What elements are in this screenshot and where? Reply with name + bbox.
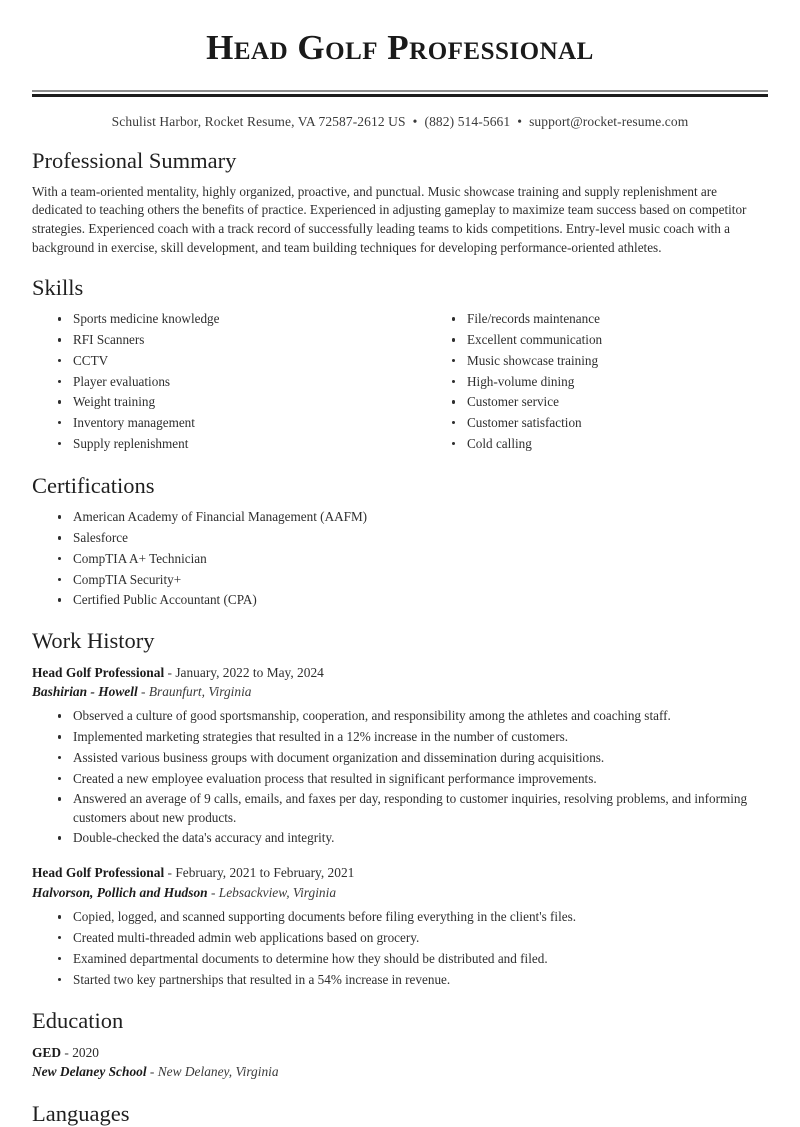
skill-item: RFI Scanners — [58, 331, 400, 349]
job-title-dash: - — [164, 865, 176, 881]
page-title: Head Golf Professional — [206, 28, 594, 67]
job-bullet-list — [32, 908, 768, 988]
work-history-entry — [32, 863, 768, 988]
job-company-line — [32, 682, 768, 701]
certification-item: Salesforce — [58, 529, 768, 547]
job-bullet-item: Examined departmental documents to determine how they should be distributed and filed. — [58, 950, 768, 968]
job-title: Head Golf Professional — [32, 865, 165, 881]
skill-item: High-volume dining — [452, 373, 768, 391]
skill-item: Player evaluations — [58, 373, 400, 391]
job-company-dash: - — [137, 684, 149, 699]
job-bullet-item: Created multi-threaded admin web applications based on grocery. — [58, 929, 768, 947]
job-title-line — [32, 863, 768, 882]
divider-line-bottom — [32, 94, 768, 97]
skill-item: Excellent communication — [452, 331, 768, 349]
skill-item: Inventory management — [58, 414, 400, 432]
certification-item: CompTIA A+ Technician — [58, 550, 768, 568]
certification-item: American Academy of Financial Management (AAFM) — [58, 508, 768, 526]
job-title: Head Golf Professional — [32, 664, 165, 680]
job-title-dash: - — [164, 664, 176, 680]
section-heading-education: Education — [32, 1007, 124, 1033]
job-bullet-item: Double-checked the data's accuracy and integrity. — [58, 829, 768, 847]
job-bullet-item: Copied, logged, and scanned supporting documents before filing everything in the client's files. — [58, 908, 768, 926]
contact-address: Schulist Harbor, Rocket Resume, VA 72587-2612 US — [111, 113, 406, 129]
contact-separator-2: • — [517, 113, 523, 129]
education-entries — [32, 1043, 768, 1082]
section-certifications — [32, 472, 768, 609]
education-degree: GED — [32, 1044, 62, 1060]
education-degree-dash: - — [61, 1044, 73, 1060]
contact-line — [32, 114, 768, 130]
work-history-entry — [32, 663, 768, 848]
job-bullet-item: Answered an average of 9 calls, emails, and faxes per day, responding to customer inquiries, resolving problems, and informing customers about new products. — [58, 790, 768, 826]
job-bullet-item: Assisted various business groups with document organization and dissemination during acquisitions. — [58, 749, 768, 767]
section-skills — [32, 274, 768, 455]
job-location: Lebsackview, Virginia — [218, 884, 337, 900]
contact-email[interactable]: support@rocket-resume.com — [529, 113, 689, 129]
job-company: Bashirian - Howell — [32, 684, 138, 699]
skill-item: Music showcase training — [452, 352, 768, 370]
job-company: Halvorson, Pollich and Hudson — [32, 884, 208, 900]
job-bullet-item: Implemented marketing strategies that resulted in a 12% increase in the number of customers. — [58, 728, 768, 746]
education-school-dash: - — [146, 1064, 158, 1080]
job-title-line — [32, 663, 768, 682]
section-heading-certifications: Certifications — [32, 473, 155, 499]
skill-item: Sports medicine knowledge — [58, 310, 400, 328]
contact-separator-1: • — [412, 113, 418, 129]
section-heading-work-history: Work History — [32, 627, 155, 653]
skills-column-left — [32, 310, 400, 455]
section-professional-summary — [32, 147, 768, 258]
job-bullet-item: Created a new employee evaluation process that resulted in significant performance improvements. — [58, 770, 768, 788]
skill-item: File/records maintenance — [452, 310, 768, 328]
education-entry — [32, 1043, 768, 1082]
section-heading-summary: Professional Summary — [32, 147, 237, 173]
job-bullet-list — [32, 707, 768, 847]
work-history-entries — [32, 663, 768, 989]
education-location: New Delaney, Virginia — [157, 1064, 279, 1080]
skill-item: Customer service — [452, 393, 768, 411]
job-bullet-item: Started two key partnerships that resulted in a 54% increase in revenue. — [58, 971, 768, 989]
job-location: Braunfurt, Virginia — [148, 684, 252, 699]
summary-text: With a team-oriented mentality, highly organized, proactive, and punctual. Music showcase training and supply replenishment are dedicated to teaching others the benefits of practice. Experienced in adjusting gameplay to maximize team success based on competitor strategies. Experienced coach with a track record of successfully leading teams to kids competitions. Entry-level music coach with a background in exercise, skill development, and team building techniques for developing performance-oriented athletes. — [32, 183, 747, 255]
section-languages — [32, 1100, 768, 1127]
section-heading-skills: Skills — [32, 275, 84, 301]
skills-column-right — [400, 310, 768, 455]
section-work-history — [32, 627, 768, 989]
job-dates: February, 2021 to February, 2021 — [175, 865, 355, 881]
skill-item: Weight training — [58, 393, 400, 411]
job-bullet-item: Observed a culture of good sportsmanship, cooperation, and responsibility among the athletes and coaching staff. — [58, 707, 768, 725]
skills-list-right — [426, 310, 768, 453]
contact-phone: (882) 514-5661 — [424, 113, 511, 129]
job-company-dash: - — [207, 884, 219, 900]
skill-item: CCTV — [58, 352, 400, 370]
skill-item: Supply replenishment — [58, 435, 400, 453]
certification-item: Certified Public Accountant (CPA) — [58, 591, 768, 609]
education-degree-line — [32, 1043, 768, 1062]
certifications-list — [32, 508, 768, 609]
skill-item: Cold calling — [452, 435, 768, 453]
skills-columns — [32, 310, 768, 455]
certification-item: CompTIA Security+ — [58, 571, 768, 589]
education-year: 2020 — [72, 1044, 99, 1060]
skill-item: Customer satisfaction — [452, 414, 768, 432]
section-education — [32, 1007, 768, 1082]
education-school-line — [32, 1062, 768, 1081]
job-dates: January, 2022 to May, 2024 — [175, 664, 324, 680]
skills-list-left — [32, 310, 400, 453]
education-school: New Delaney School — [32, 1064, 147, 1080]
header-divider — [32, 90, 768, 97]
job-company-line — [32, 883, 768, 902]
section-heading-languages: Languages — [32, 1100, 130, 1126]
